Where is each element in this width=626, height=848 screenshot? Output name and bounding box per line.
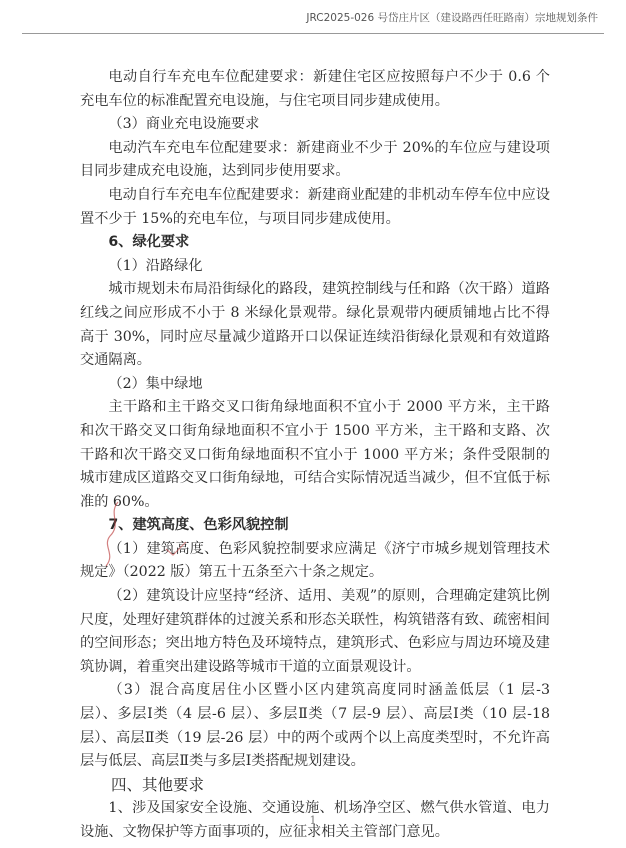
header-rule	[22, 33, 604, 34]
heading-other-requirements: 四、其他要求	[111, 775, 205, 794]
paragraph-height-rule-1: （1）建筑高度、色彩风貌控制要求应满足《济宁市城乡规划管理技术规定》（2022 版）第五十五条至六十条之规定。	[80, 540, 550, 581]
paragraph-other-1: 1、涉及国家安全设施、交通设施、机场净空区、燃气供水管道、电力设施、文物保护等方面事项的，应征求相关主管部门意见。	[80, 800, 550, 840]
paragraph-height-rule-3: （3）混合高度居住小区暨小区内建筑高度同时涵盖低层（1 层-3 层）、多层Ⅰ类（4 层-6 层）、多层Ⅱ类（7 层-9 层）、高层Ⅰ类（10 层-18 层）、高层Ⅱ类（19 层-26 层）中的两个或两个以上高度类型时，不允许高层与低层、高层Ⅱ类与多层Ⅰ类搭配规划建设。	[80, 682, 550, 770]
paragraph-commercial-ev: 电动汽车充电车位配建要求：新建商业不少于 20%的车位应与建设项目同步建成充电设施，达到同步使用要求。	[80, 139, 550, 180]
paragraph-height-rule-2: （2）建筑设计应坚持“经济、适用、美观”的原则，合理确定建筑比例尺度，处理好建筑群体的过渡关系和形态关联性，构筑错落有致、疏密相间的空间形态；突出地方特色及环境特点，建筑形式、色彩应与周边环境及建筑协调，着重突出建设路等城市干道的立面景观设计。	[80, 588, 550, 675]
paragraph-roadside-greening: 城市规划未布局沿街绿化的路段，建筑控制线与任和路（次干路）道路红线之间应形成不小于 8 米绿化景观带。绿化景观带内硬质铺地占比不得高于 30%，同时应尽量减少道路开口以保证连续沿街绿化景观和有效道路交通隔离。	[80, 281, 550, 369]
heading-greening: 6、绿化要求	[108, 234, 190, 251]
paragraph-central-green: 主干路和主干路交叉口街角绿地面积不宜小于 2000 平方米，主干路和次干路交叉口街角绿地面积不宜小于 1500 平方米，主干路和支路、次干路和次干路交叉口街角绿地面积不宜小于 1000 平方米；条件受限制的城市建成区道路交叉口街角绿地，可结合实际情况适当减少，但不宜低于标准的 60%。	[80, 399, 550, 510]
document-body	[80, 66, 550, 845]
subheading-roadside-greening: （1）沿路绿化	[108, 257, 203, 274]
heading-height-color: 7、建筑高度、色彩风貌控制	[108, 517, 289, 534]
subheading-central-green: （2）集中绿地	[108, 375, 203, 392]
paragraph-commercial-ebike: 电动自行车充电车位配建要求：新建商业配建的非机动车停车位中应设置不少于 15%的充电车位，与项目同步建成使用。	[80, 186, 550, 227]
page-number: 1	[309, 814, 317, 827]
page-header: JRC2025-026 号岱庄片区（建设路西任旺路南）宗地规划条件	[306, 12, 598, 24]
subheading-commercial-charging: （3）商业充电设施要求	[108, 116, 260, 133]
pen-annotation-mark	[96, 500, 126, 570]
pen-check-mark	[164, 540, 188, 558]
paragraph-residential-ebike: 电动自行车充电车位配建要求：新建住宅区应按照每户不少于 0.6 个充电车位的标准配置充电设施，与住宅项目同步建成使用。	[80, 69, 550, 109]
